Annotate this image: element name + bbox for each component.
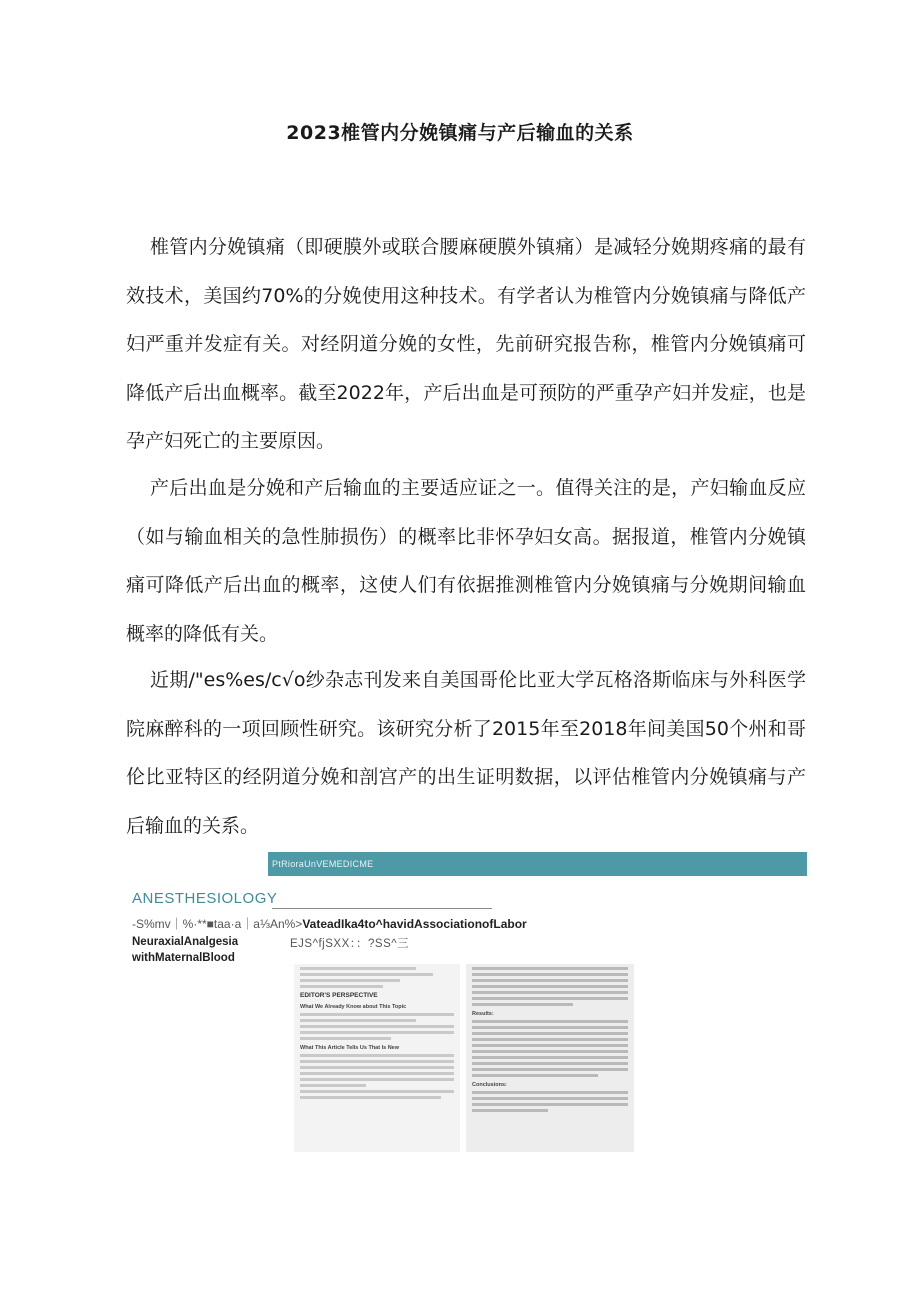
- side-title-line-2: withMaternalBlood: [132, 952, 235, 964]
- meta-prefix: -S%mv｜%·**■taa·a｜a⅓An%>: [132, 917, 303, 931]
- article-screenshot-figure: [126, 852, 808, 1152]
- paragraph-transfusion: 产后出血是分娩和产后输血的主要适应证之一。值得关注的是，产妇输血反应（如与输血相关的急性肺损伤）的概率比非怀孕妇女高。据报道，椎管内分娩镇痛可降低产后出血的概率，这使人们有依据推测椎管内分娩镇痛与分娩期间输血概率的降低有关。: [126, 477, 806, 645]
- journal-underline: [272, 908, 492, 909]
- article-right-column: [466, 964, 634, 1152]
- conclusions-label: Conclusions:: [472, 1082, 507, 1088]
- article-side-title: [132, 934, 238, 966]
- known-topic-heading: What We Already Know about This Topic: [300, 1004, 407, 1010]
- paragraph-study: 近期/"es%es/c√o纱杂志刊发来自美国哥伦比亚大学瓦格洛斯临床与外科医学院麻醉科的一项回顾性研究。该研究分析了2015年至2018年间美国50个州和哥伦比亚特区的经阴道分娩和剖宫产的出生证明数据，以评估椎管内分娩镇痛与产后输血的关系。: [126, 669, 806, 837]
- document-title: 2023椎管内分娩镇痛与产后输血的关系: [286, 122, 634, 144]
- garbled-text-line: EJS^fjSXX：：?SS^三: [290, 938, 410, 950]
- paragraph-intro: 椎管内分娩镇痛（即硬膜外或联合腰麻硬膜外镇痛）是减轻分娩期疼痛的最有效技术，美国约70%的分娩使用这种技术。有学者认为椎管内分娩镇痛与降低产妇严重并发症有关。对经阴道分娩的女性，先前研究报告称，椎管内分娩镇痛可降低产后出血概率。截至2022年，产后出血是可预防的严重孕产妇并发症，也是孕产妇死亡的主要原因。: [126, 236, 806, 452]
- article-meta-line: [132, 915, 527, 932]
- results-label: Results:: [472, 1011, 494, 1017]
- journal-banner: PtRioraUnVEMEDICME: [268, 852, 807, 876]
- side-title-line-1: NeuraxialAnalgesia: [132, 936, 239, 948]
- new-topic-heading: What This Article Tells Us That Is New: [300, 1045, 400, 1051]
- journal-name: ANESTHESIOLOGY: [132, 890, 278, 907]
- article-left-column: [294, 964, 460, 1152]
- meta-article-title: VateadIka4to^havidAssociationofLabor: [302, 917, 527, 931]
- editors-perspective-heading: EDITOR'S PERSPECTIVE: [300, 992, 378, 999]
